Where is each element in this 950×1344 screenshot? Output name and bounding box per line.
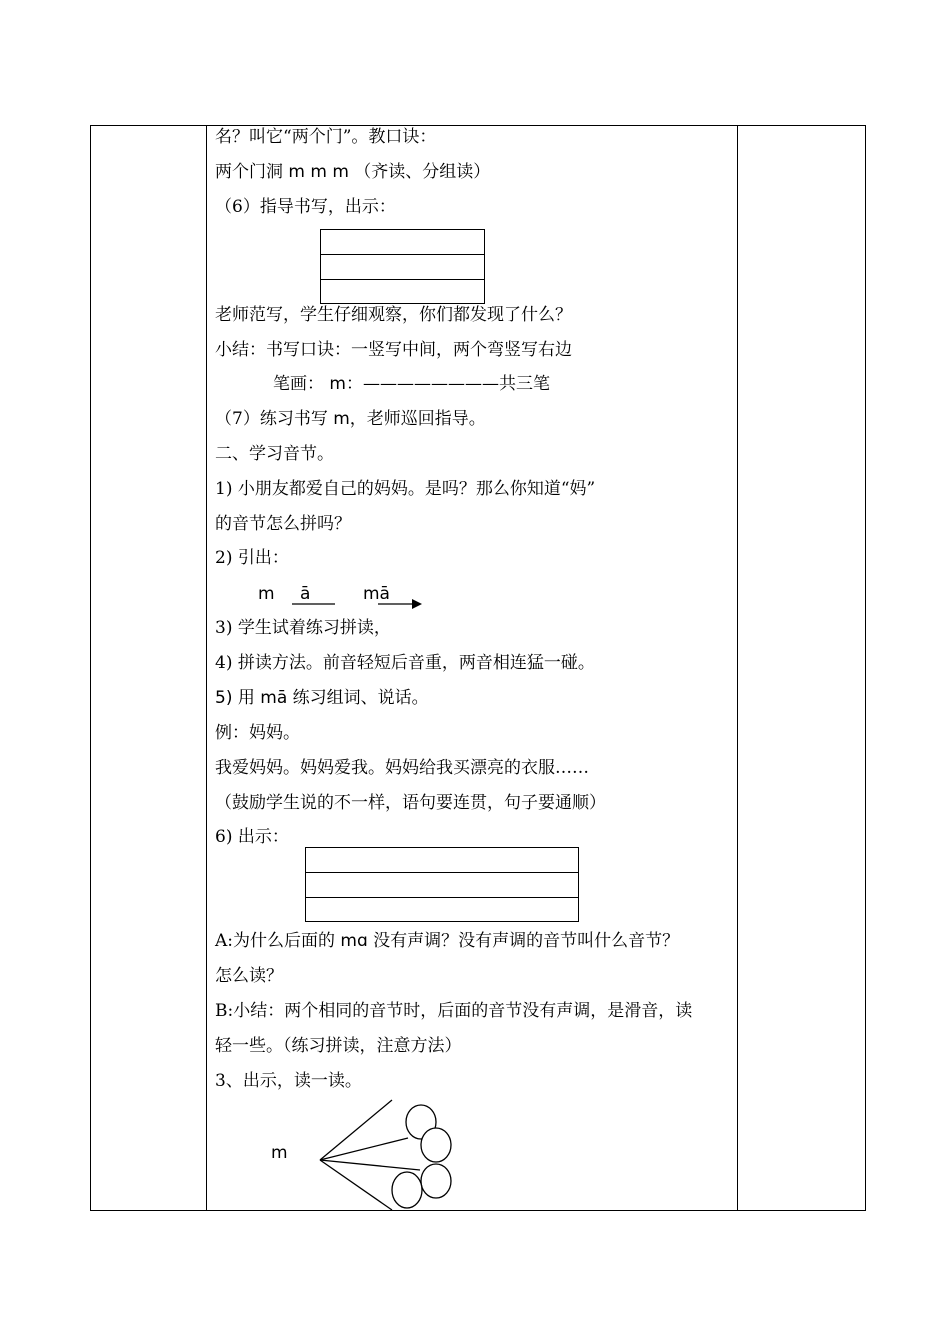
text-line-13: 4) 拼读方法。前音轻短后音重，两音相连猛一碰。: [215, 653, 595, 673]
text-line-12: 3) 学生试着练习拼读，: [215, 618, 391, 638]
text-line-17: （鼓励学生说的不一样，语句要连贯，句子要通顺）: [215, 793, 606, 813]
blank-circle-4: [392, 1172, 422, 1208]
text-line-22: 轻一些。（练习拼读，注意方法）: [215, 1036, 462, 1056]
text-line-18: 6) 出示：: [215, 827, 289, 847]
diagram-center-letter: m: [271, 1143, 288, 1163]
text-line-16: 我爱妈妈。妈妈爱我。妈妈给我买漂亮的衣服……: [215, 758, 589, 778]
blank-circle-2: [421, 1128, 451, 1162]
spelling-initial: m: [258, 584, 275, 604]
text-line-6: 笔画： m：————————共三笔: [273, 374, 550, 394]
text-line-2: 两个门洞 m m m （齐读、分组读）: [215, 162, 491, 182]
text-line-8: 二、学习音节。: [215, 444, 334, 464]
text-line-10: 的音节怎么拼吗？: [215, 514, 351, 534]
text-line-19: A:为什么后面的 mɑ 没有声调？没有声调的音节叫什么音节？: [215, 931, 680, 951]
text-line-14: 5) 用 mā 练习组词、说话。: [215, 688, 429, 708]
text-line-7: （7）练习书写 m，老师巡回指导。: [215, 409, 486, 429]
spelling-final: ā: [300, 584, 311, 604]
text-line-4: 老师范写，学生仔细观察，你们都发现了什么？: [215, 305, 572, 325]
text-line-9: 1) 小朋友都爱自己的妈妈。是吗？那么你知道“妈”: [215, 479, 596, 499]
fan-line-4: [320, 1160, 392, 1210]
text-line-3: （6）指导书写，出示：: [215, 197, 396, 217]
blank-circle-3: [421, 1164, 451, 1198]
text-line-5: 小结：书写口诀：一竖写中间，两个弯竖写右边: [215, 340, 572, 360]
spelling-syllable: mā: [363, 584, 390, 604]
text-line-1: 名？叫它“两个门”。教口诀：: [215, 127, 437, 147]
text-line-20: 怎么读？: [215, 966, 283, 986]
text-line-11: 2) 引出：: [215, 548, 289, 568]
text-line-15: 例：妈妈。: [215, 723, 300, 743]
fan-line-3: [320, 1160, 420, 1170]
text-line-23: 3、出示，读一读。: [215, 1071, 362, 1091]
text-line-21: B:小结：两个相同的音节时，后面的音节没有声调，是滑音，读: [215, 1001, 693, 1021]
